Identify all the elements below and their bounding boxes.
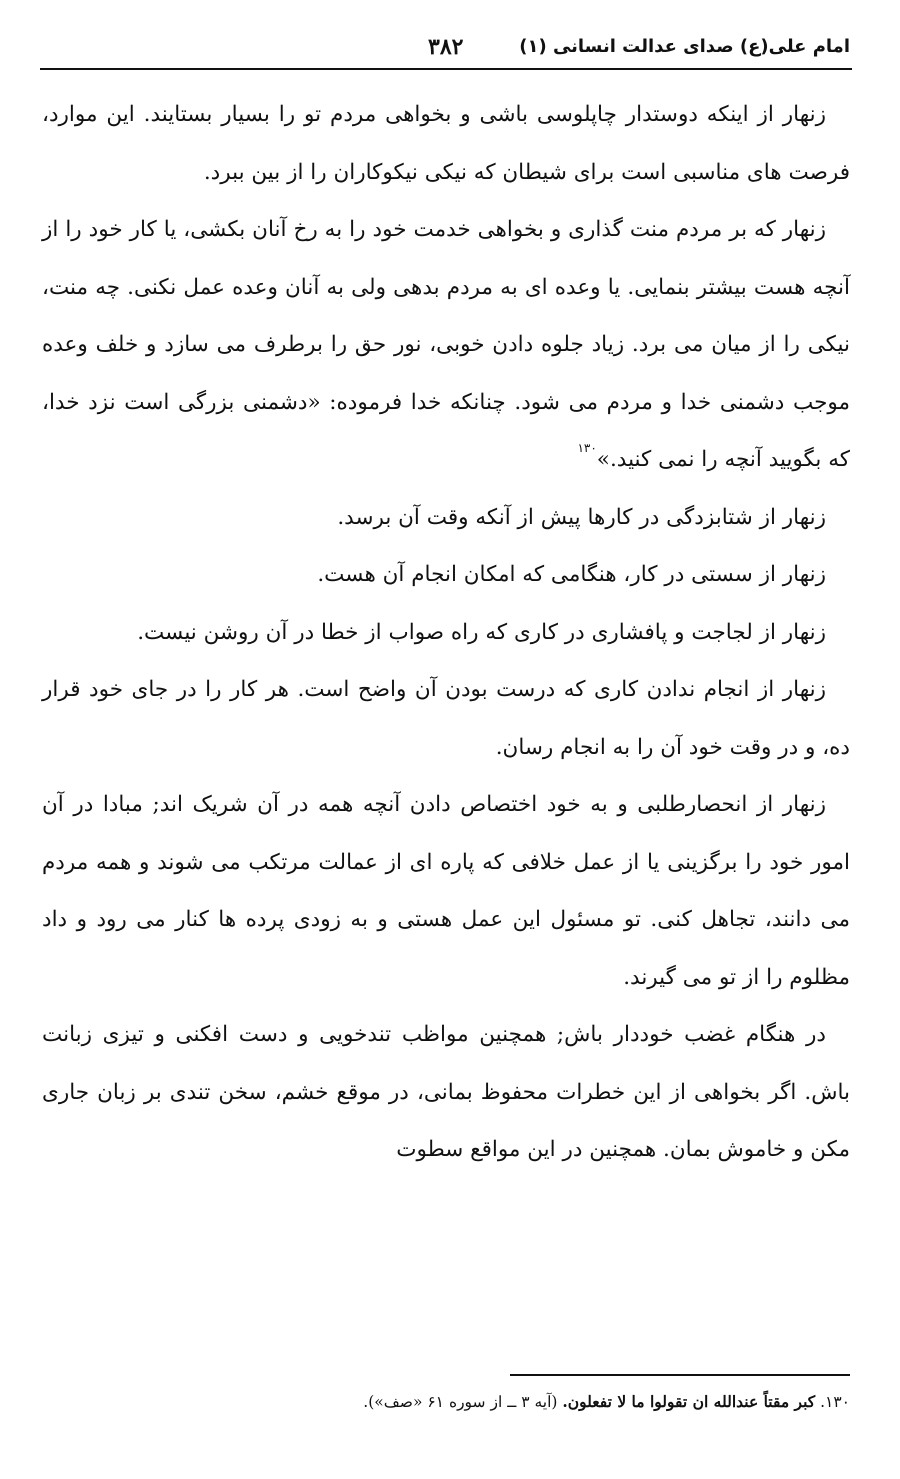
- page-body: [42, 86, 850, 1179]
- paragraph-with-footnote: [42, 201, 850, 489]
- footnote: [363, 1392, 850, 1411]
- footnote-number: ۱۳۰.: [820, 1393, 850, 1411]
- running-title: امام علی(ع) صدای عدالت انسانی (۱): [519, 36, 850, 57]
- footnote-quote: کبر مقتاً عندالله ان تقولوا ما لا تفعلون.: [562, 1392, 816, 1411]
- paragraph: زنهار از سستی در کار، هنگامی که امکان انجام آن هست.: [317, 562, 826, 587]
- page-number: ۳۸۲: [428, 34, 464, 60]
- paragraph: در هنگام غضب خوددار باش; همچنین مواظب تندخویی و دست افکنی و تیزی زبانت باش. اگر بخواهی از این خطرات محفوظ بمانی، در موقع خشم، سخن تندی بر زبان جاری مکن و خاموش بمان. همچنین در این مواقع سطوت: [42, 1022, 850, 1162]
- footnote-reference: ۱۳۰: [577, 441, 597, 455]
- footnote-source: (آیه ۳ ــ از سوره ۶۱ «صف»).: [363, 1393, 558, 1411]
- paragraph: زنهار از انجام ندادن کاری که درست بودن آن واضح است. هر کار را در جای خود قرار ده، و در وقت خود آن را به انجام رسان.: [42, 677, 850, 760]
- paragraph: زنهار از شتابزدگی در کارها پیش از آنکه وقت آن برسد.: [337, 504, 826, 530]
- paragraph: زنهار از لجاجت و پافشاری در کاری که راه صواب از خطا در آن روشن نیست.: [137, 619, 826, 645]
- footnote-divider: [510, 1374, 850, 1376]
- page-header: [40, 30, 852, 70]
- paragraph-text: زنهار که بر مردم منت گذاری و بخواهی خدمت خود را به رخ آنان بکشی، یا کار خود را از آنچه هست بیشتر بنمایی. یا وعده ای به مردم بدهی ولی به آنان وعده عمل نکنی. چه منت، نیکی را از میان می برد. زیاد جلوه دادن خوبی، نور حق را برطرف می سازد و خلف وعده موجب دشمنی خدا و مردم می شود. چنانکه خدا فرموده: «دشمنی بزرگی است نزد خدا، که بگویید آنچه را نمی کنید.»: [42, 217, 850, 472]
- paragraph: زنهار از انحصارطلبی و به خود اختصاص دادن آنچه همه در آن شریک اند; مبادا در آن امور خود را برگزینی یا از عمل خلافی که پاره ای از عمالت مرتکب می شوند و همه مردم می دانند، تجاهل کنی. تو مسئول این عمل هستی و به زودی پرده ها کنار می رود و داد مظلوم را از تو می گیرند.: [42, 792, 850, 990]
- paragraph: زنهار از اینکه دوستدار چاپلوسی باشی و بخواهی مردم تو را بسیار بستایند. این موارد، فرصت های مناسبی است برای شیطان که نیکی نیکوکاران را از بین ببرد.: [42, 102, 850, 185]
